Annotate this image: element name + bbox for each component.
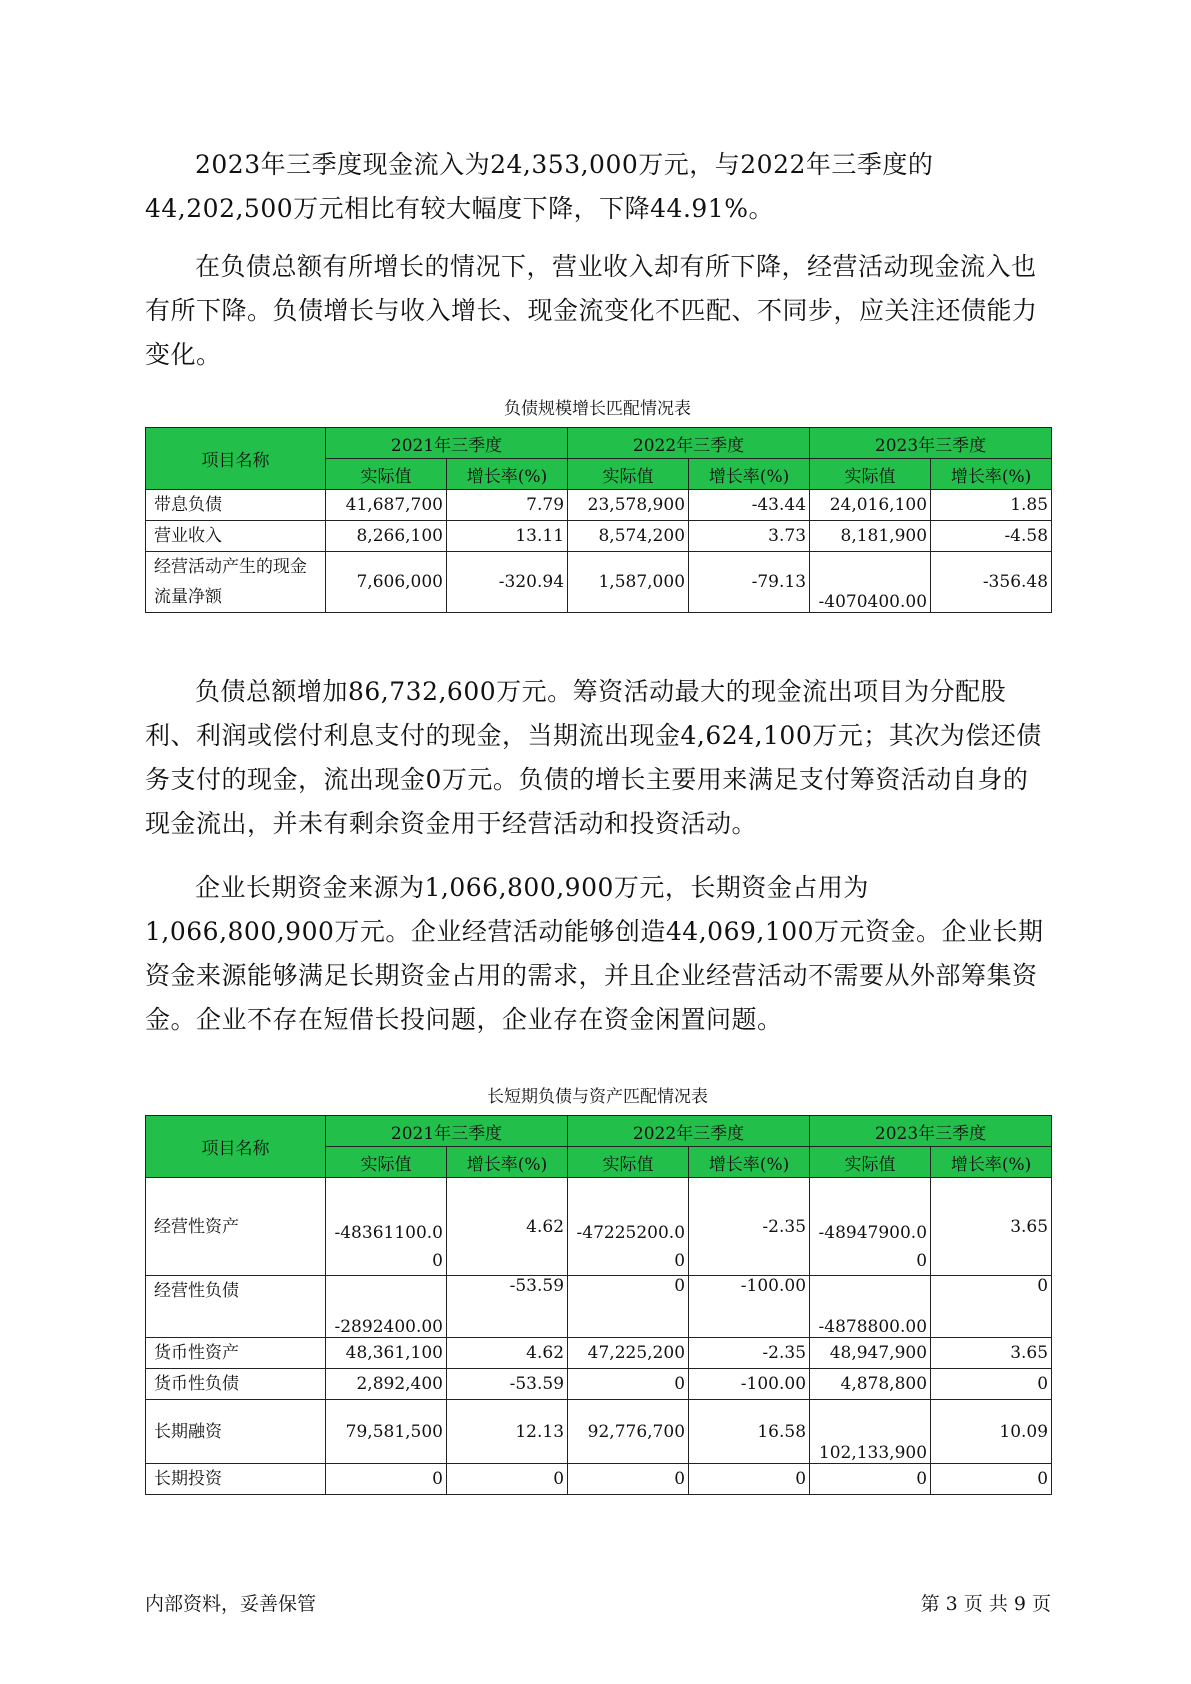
cell: 48,361,100 xyxy=(326,1338,447,1369)
period-header: 2023年三季度 xyxy=(810,428,1052,459)
cell: 48,947,900 xyxy=(810,1338,931,1369)
cell: -320.94 xyxy=(447,552,568,613)
actual-value-header: 实际值 xyxy=(810,1147,931,1178)
cell: -53.59 xyxy=(447,1276,568,1338)
paragraph-debt-income: 在负债总额有所增长的情况下，营业收入却有所下降，经营活动现金流入也有所下降。负债增长与收入增长、现金流变化不匹配、不同步，应关注还债能力变化。 xyxy=(145,252,1038,369)
cell: -53.59 xyxy=(447,1369,568,1400)
cell: 0 xyxy=(931,1276,1052,1338)
row-label: 经营性负债 xyxy=(146,1276,326,1338)
cell: -79.13 xyxy=(689,552,810,613)
growth-rate-header: 增长率(%) xyxy=(447,1147,568,1178)
cell: 0 xyxy=(568,1369,689,1400)
cell: 24,016,100 xyxy=(810,490,931,521)
cell: 4.62 xyxy=(447,1338,568,1369)
table-row xyxy=(146,552,1052,613)
cell: -4878800.00 xyxy=(810,1276,931,1338)
table1-caption: 负债规模增长匹配情况表 xyxy=(504,399,691,419)
growth-rate-header: 增长率(%) xyxy=(689,459,810,490)
table-row xyxy=(146,521,1052,552)
row-label: 经营性资产 xyxy=(146,1178,326,1276)
cell: -356.48 xyxy=(931,552,1052,613)
table-row xyxy=(146,490,1052,521)
table-row xyxy=(146,1369,1052,1400)
cell: 7.79 xyxy=(447,490,568,521)
cell: 0 xyxy=(689,1464,810,1495)
cell: 0 xyxy=(568,1464,689,1495)
table-row xyxy=(146,1276,1052,1338)
cell: 2,892,400 xyxy=(326,1369,447,1400)
cell: 0 xyxy=(810,1464,931,1495)
table-row xyxy=(146,1338,1052,1369)
table-row xyxy=(146,1464,1052,1495)
period-header: 2021年三季度 xyxy=(326,1116,568,1147)
cell: -4070400.00 xyxy=(810,552,931,613)
row-label: 长期融资 xyxy=(146,1400,326,1464)
cell: 3.73 xyxy=(689,521,810,552)
row-label: 货币性资产 xyxy=(146,1338,326,1369)
cell: 0 xyxy=(931,1369,1052,1400)
cell: 8,266,100 xyxy=(326,521,447,552)
cell: 0 xyxy=(931,1464,1052,1495)
cell: 47,225,200 xyxy=(568,1338,689,1369)
actual-value-header: 实际值 xyxy=(568,1147,689,1178)
actual-value-header: 实际值 xyxy=(568,459,689,490)
cell: -48947900.00 xyxy=(810,1178,931,1276)
actual-value-header: 实际值 xyxy=(326,459,447,490)
cell: 79,581,500 xyxy=(326,1400,447,1464)
footer-page-number: 第 3 页 共 9 页 xyxy=(920,1593,1051,1615)
table-row xyxy=(146,1178,1052,1276)
paragraph-cash-inflow: 2023年三季度现金流入为24,353,000万元，与2022年三季度的44,202,500万元相比有较大幅度下降，下降44.91%。 xyxy=(145,150,934,223)
cell: 102,133,900 xyxy=(810,1400,931,1464)
table2-caption: 长短期负债与资产匹配情况表 xyxy=(487,1087,708,1107)
cell: -100.00 xyxy=(689,1369,810,1400)
cell: 1.85 xyxy=(931,490,1052,521)
cell: 12.13 xyxy=(447,1400,568,1464)
cell: 16.58 xyxy=(689,1400,810,1464)
cell: -47225200.00 xyxy=(568,1178,689,1276)
period-header: 2023年三季度 xyxy=(810,1116,1052,1147)
cell: 7,606,000 xyxy=(326,552,447,613)
period-header: 2021年三季度 xyxy=(326,428,568,459)
cell: -2.35 xyxy=(689,1338,810,1369)
cell: -4.58 xyxy=(931,521,1052,552)
item-name-header: 项目名称 xyxy=(146,428,326,490)
cell: 0 xyxy=(568,1276,689,1338)
actual-value-header: 实际值 xyxy=(810,459,931,490)
cell: 8,181,900 xyxy=(810,521,931,552)
cell: -48361100.00 xyxy=(326,1178,447,1276)
period-header: 2022年三季度 xyxy=(568,1116,810,1147)
cell: -43.44 xyxy=(689,490,810,521)
growth-rate-header: 增长率(%) xyxy=(931,459,1052,490)
cell: -2.35 xyxy=(689,1178,810,1276)
cell: 8,574,200 xyxy=(568,521,689,552)
growth-rate-header: 增长率(%) xyxy=(447,459,568,490)
cell: 0 xyxy=(447,1464,568,1495)
debt-growth-table xyxy=(145,427,1052,613)
cell: -2892400.00 xyxy=(326,1276,447,1338)
cell: 0 xyxy=(326,1464,447,1495)
footer-confidential-note: 内部资料，妥善保管 xyxy=(145,1593,317,1615)
row-label: 营业收入 xyxy=(146,521,326,552)
period-header: 2022年三季度 xyxy=(568,428,810,459)
growth-rate-header: 增长率(%) xyxy=(931,1147,1052,1178)
item-name-header: 项目名称 xyxy=(146,1116,326,1178)
table-row xyxy=(146,1400,1052,1464)
paragraph-debt-total: 负债总额增加86,732,600万元。筹资活动最大的现金流出项目为分配股利、利润或偿付利息支付的现金，当期流出现金4,624,100万元；其次为偿还债务支付的现金，流出现金0万元。负债的增长主要用来满足支付筹资活动自身的现金流出，并未有剩余资金用于经营活动和投资活动。 xyxy=(145,677,1042,838)
cell: 41,687,700 xyxy=(326,490,447,521)
paragraph-long-term-funds: 企业长期资金来源为1,066,800,900万元，长期资金占用为1,066,800,900万元。企业经营活动能够创造44,069,100万元资金。企业长期资金来源能够满足长期资金占用的需求，并且企业经营活动不需要从外部筹集资金。企业不存在短借长投问题，企业存在资金闲置问题。 xyxy=(145,873,1044,1034)
cell: 4,878,800 xyxy=(810,1369,931,1400)
cell: 1,587,000 xyxy=(568,552,689,613)
row-label: 带息负债 xyxy=(146,490,326,521)
actual-value-header: 实际值 xyxy=(326,1147,447,1178)
row-label: 经营活动产生的现金流量净额 xyxy=(146,552,326,613)
cell: 4.62 xyxy=(447,1178,568,1276)
cell: 23,578,900 xyxy=(568,490,689,521)
cell: 10.09 xyxy=(931,1400,1052,1464)
row-label: 货币性负债 xyxy=(146,1369,326,1400)
cell: -100.00 xyxy=(689,1276,810,1338)
cell: 13.11 xyxy=(447,521,568,552)
liability-asset-table xyxy=(145,1115,1052,1495)
cell: 3.65 xyxy=(931,1338,1052,1369)
cell: 3.65 xyxy=(931,1178,1052,1276)
row-label: 长期投资 xyxy=(146,1464,326,1495)
growth-rate-header: 增长率(%) xyxy=(689,1147,810,1178)
cell: 92,776,700 xyxy=(568,1400,689,1464)
